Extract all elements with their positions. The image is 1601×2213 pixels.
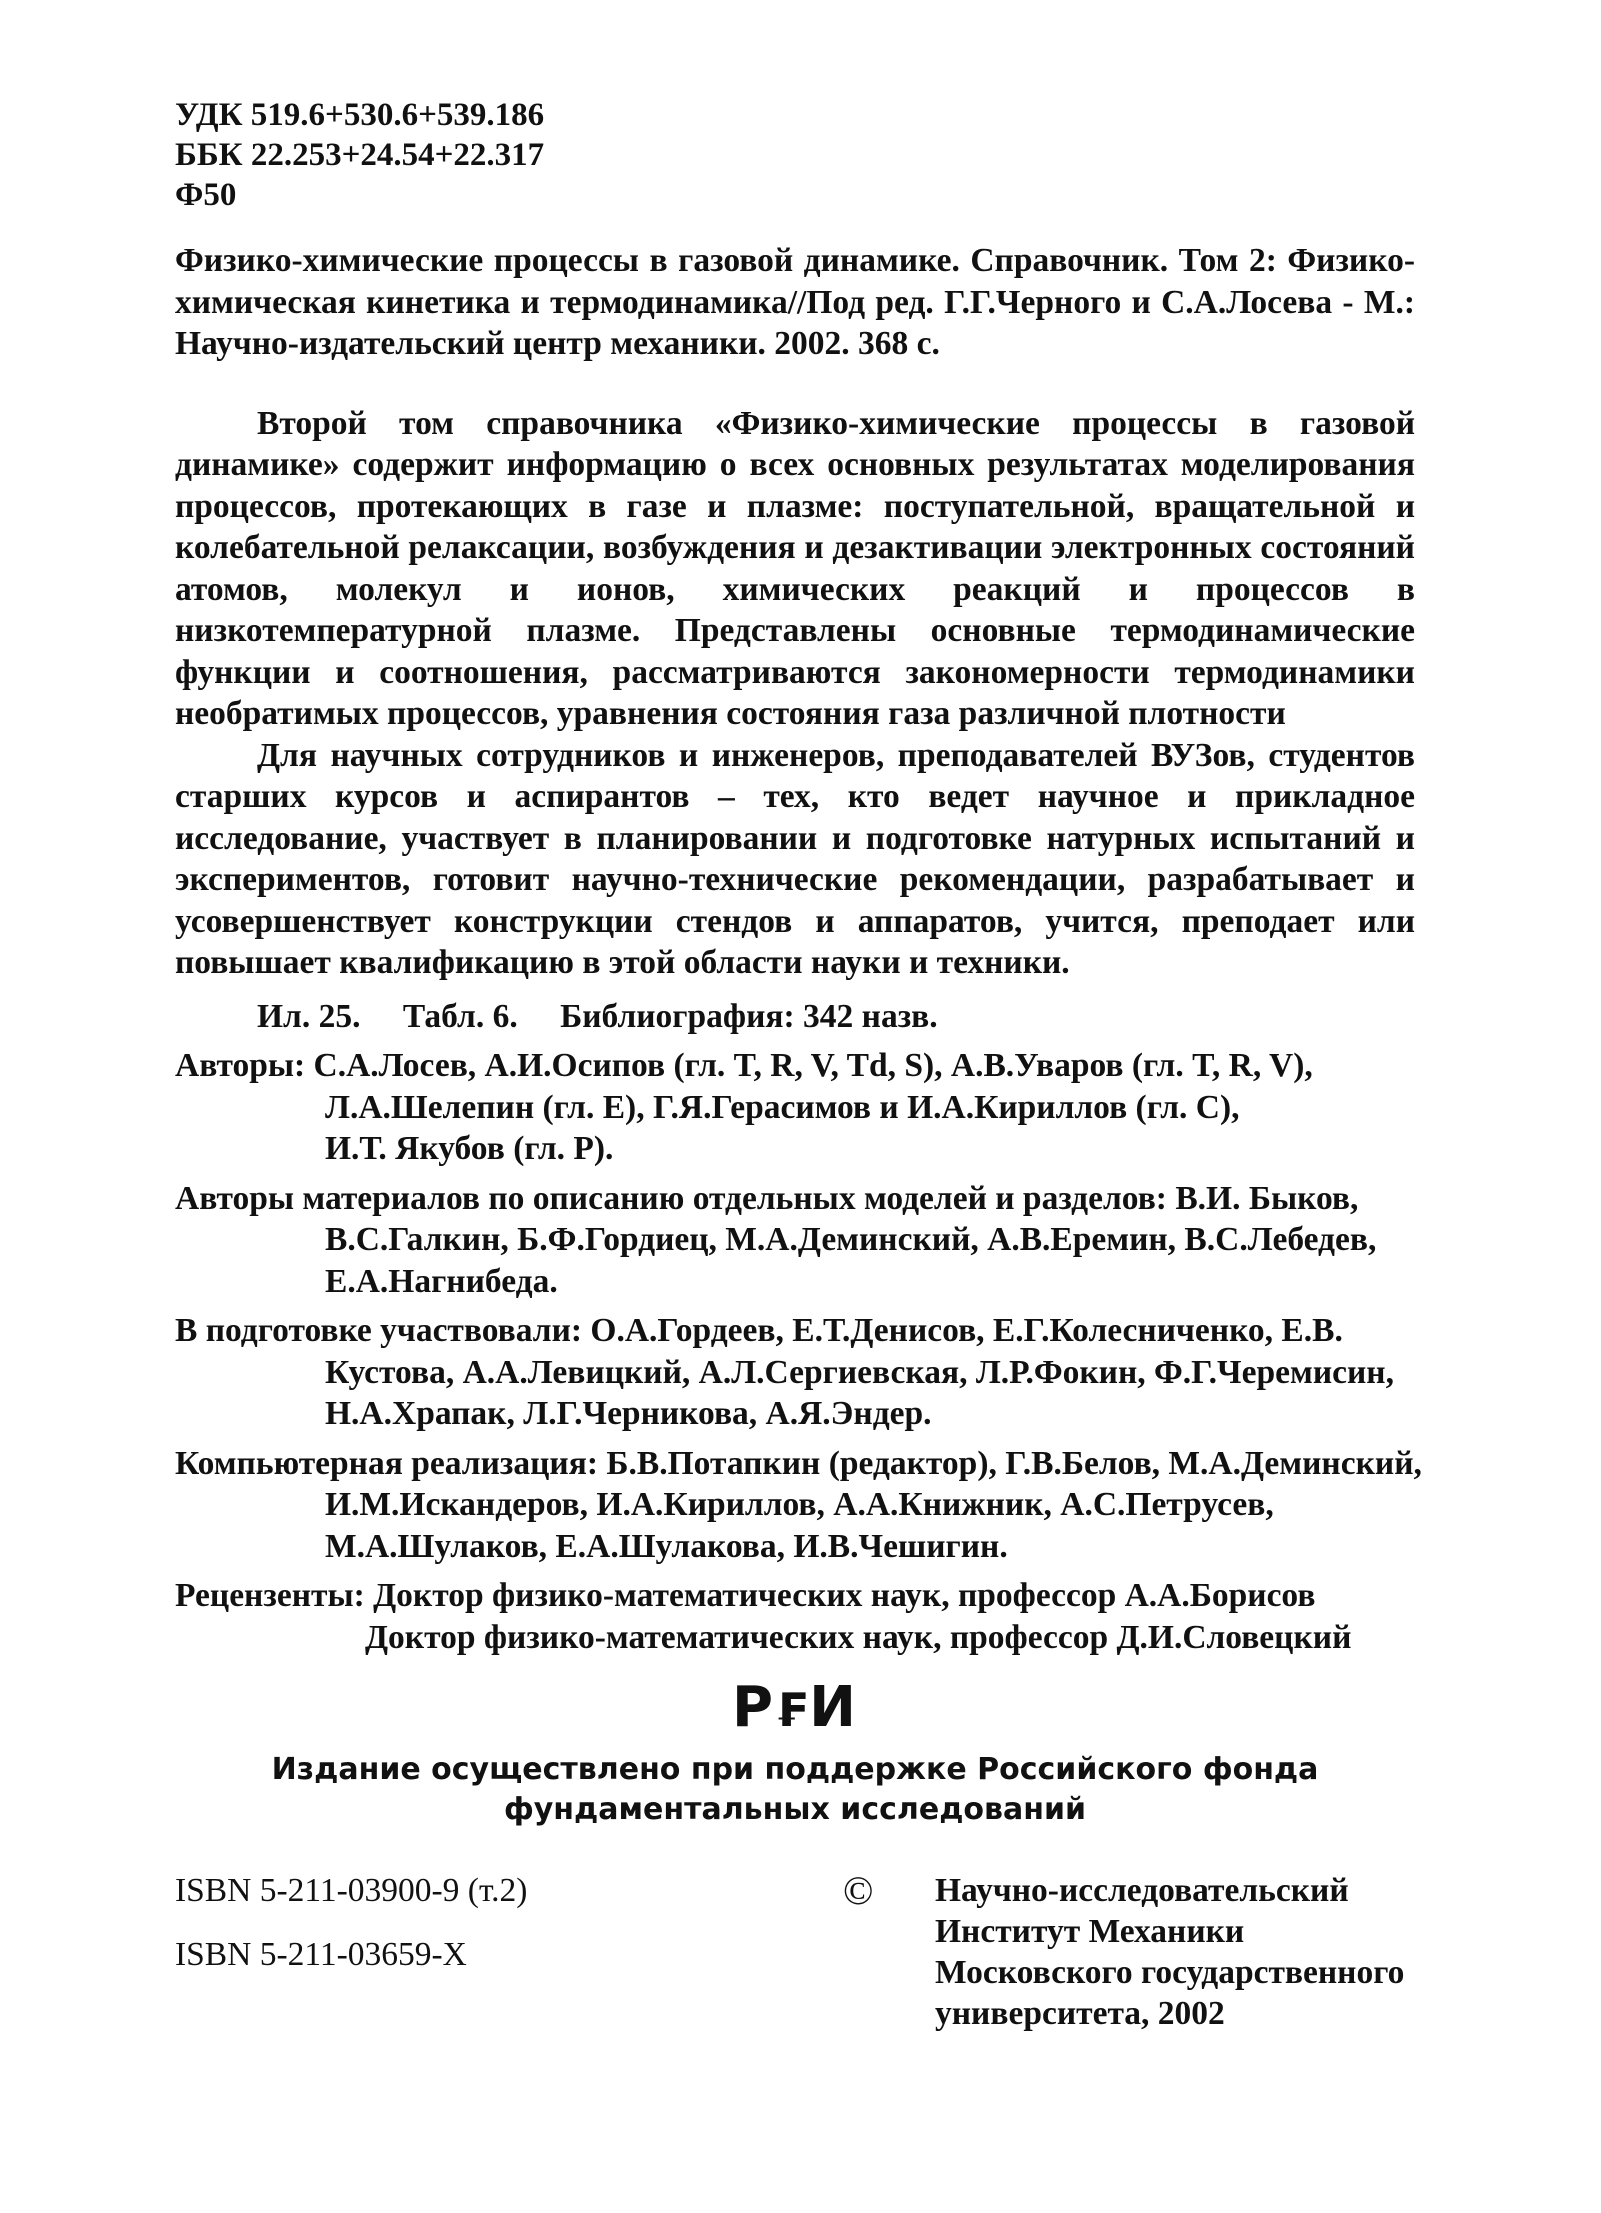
isbn-volume: ISBN 5-211-03900-9 (т.2): [175, 1872, 528, 1909]
credit-line: И.М.Искандеров, И.А.Кириллов, А.А.Книжник, А.С.Петрусев,: [325, 1486, 1274, 1523]
credit-line: Рецензенты: Доктор физико-математических наук, профессор А.А.Борисов: [175, 1577, 1316, 1614]
credit-line: Е.А.Нагнибеда.: [325, 1262, 558, 1300]
funding-note: Издание осуществлено при поддержке Российского фонда фундаментальных исследований: [271, 1752, 1319, 1827]
copyright-holder: [935, 1870, 1404, 2034]
copyright-line: университета, 2002: [935, 1995, 1225, 2032]
isbn-copyright-block: [175, 1870, 1415, 2070]
authors-credit: [175, 1045, 1415, 1170]
credit-line: Кустова, А.А.Левицкий, А.Л.Сергиевская, Л.Р.Фокин, Ф.Г.Черемисин,: [325, 1353, 1394, 1391]
reviewers-credit: [175, 1575, 1415, 1658]
copyright-line: Институт Механики: [935, 1913, 1245, 1950]
illustrations-count: Ил. 25.: [257, 997, 361, 1035]
credit-line: М.А.Шулаков, Е.А.Шулакова, И.В.Чешигин.: [325, 1527, 1008, 1565]
classification-codes: [175, 95, 544, 215]
credit-line: В.С.Галкин, Б.Ф.Гордиец, М.А.Деминский, А.В.Еремин, В.С.Лебедев,: [325, 1221, 1377, 1258]
annotation-paragraph: Второй том справочника «Физико-химические процессы в газовой динамике» содержит информацию о всех основных результатах моделирования процессов, протекающих в газе и плазме: поступательной, вращательной и колебательной релаксации, возбуждения и дезактивации электронных состояний атомов, молекул и ионов, химических реакций и процессов в низкотемпературной плазме. Представлены основные термодинамические функции и соотношения, рассматриваются закономерности термодинамики необратимых процессов, уравнения состояния газа различной плотности: [175, 404, 1415, 732]
bibliography-count: Библиография: 342 назв.: [560, 997, 938, 1035]
isbn-set: ISBN 5-211-03659-X: [175, 1935, 467, 1973]
participants-credit: [175, 1310, 1415, 1435]
credit-line: Л.А.Шелепин (гл. E), Г.Я.Герасимов и И.А.Кириллов (гл. C),: [325, 1088, 1240, 1126]
publication-counts: [175, 996, 1415, 1038]
credit-line: Авторы: С.А.Лосев, А.И.Осипов (гл. T, R, V, Td, S), А.В.Уваров (гл. T, R, V),: [175, 1047, 1313, 1084]
bibliographic-citation: Физико-химические процессы в газовой динамике. Справочник. Том 2: Физико-химическая кинетика и термодинамика//Под ред. Г.Г.Черного и С.А.Лосева - М.: Научно-издательский центр механики. 2002. 368 с.: [175, 242, 1415, 362]
credit-line: В подготовке участвовали: О.А.Гордеев, Е.Т.Денисов, Е.Г.Колесниченко, Е.В.: [175, 1312, 1343, 1349]
bbk-code: ББК 22.253+24.54+22.317: [175, 137, 545, 173]
credit-line: И.Т. Якубов (гл. P).: [325, 1130, 614, 1167]
materials-authors-credit: [175, 1178, 1415, 1303]
credit-line: Авторы материалов по описанию отдельных моделей и разделов: В.И. Быков,: [175, 1179, 1359, 1217]
isbn-list: [175, 1870, 527, 1997]
udk-code: УДК 519.6+530.6+539.186: [175, 97, 545, 133]
author-sign: Ф50: [175, 177, 237, 213]
annotation: [175, 403, 1415, 984]
copyright-line: Московского государственного: [935, 1954, 1405, 1991]
credit-line: Компьютерная реализация: Б.В.Потапкин (редактор), Г.В.Белов, М.А.Деминский,: [175, 1444, 1422, 1482]
copyright-line: Научно-исследовательский: [935, 1872, 1349, 1909]
copyright-icon: ©: [843, 1868, 874, 1913]
credit-line: Доктор физико-математических наук, профессор Д.И.Словецкий: [365, 1618, 1352, 1656]
computer-implementation-credit: [175, 1443, 1422, 1568]
tables-count: Табл. 6.: [402, 997, 518, 1035]
main-text: [175, 240, 1422, 2070]
annotation-paragraph: Для научных сотрудников и инженеров, преподавателей ВУЗов, студентов старших курсов и аспирантов – тех, кто ведет научное и прикладное исследование, участвует в планировании и подготовке натурных испытаний и экспериментов, готовит научно-технические рекомендации, разрабатывает и усовершенствует конструкции стендов и аппаратов, учится, преподает или повышает квалификацию в этой области науки и техники.: [175, 736, 1415, 981]
credit-line: Н.А.Храпак, Л.Г.Черникова, А.Я.Эндер.: [325, 1395, 932, 1432]
rfbr-logo: Р₣И: [732, 1675, 858, 1740]
